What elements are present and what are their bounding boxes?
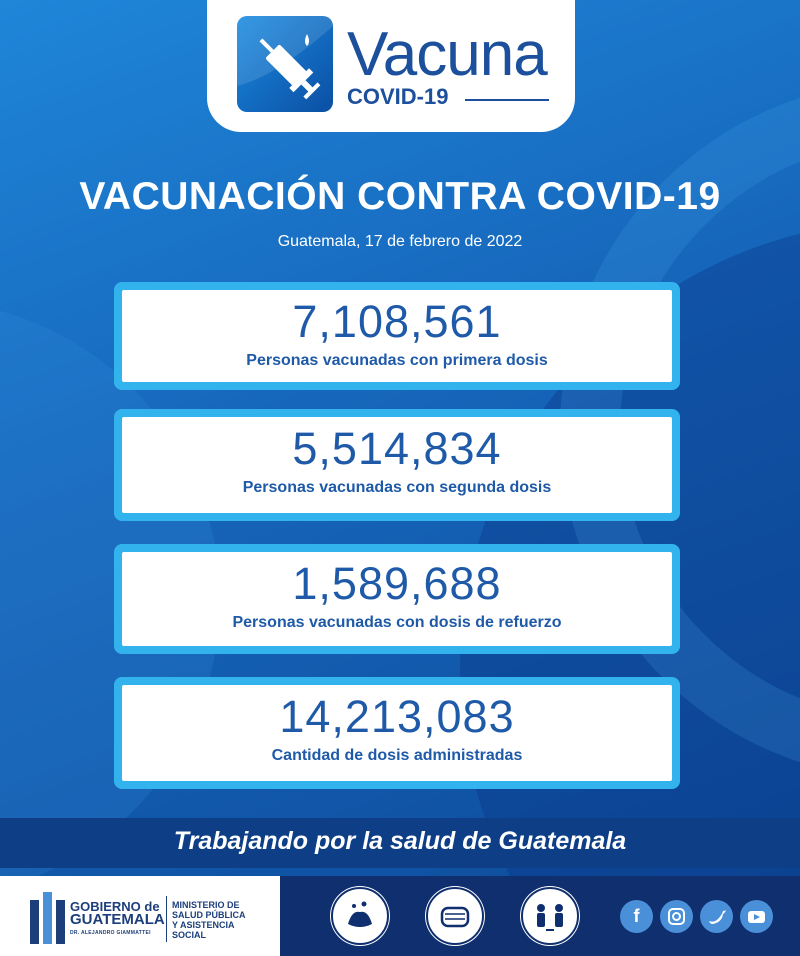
stat-card-total-doses (114, 677, 680, 789)
instagram-icon[interactable] (660, 900, 693, 933)
stat-label: Personas vacunadas con dosis de refuerzo (232, 614, 562, 631)
logo-card (207, 0, 575, 132)
ministry-line: MINISTERIO DE (172, 900, 240, 910)
facebook-icon[interactable]: f (620, 900, 653, 933)
footer-divider (166, 896, 167, 942)
ministry-name (172, 900, 246, 940)
face-mask-badge-icon (425, 886, 485, 946)
ministry-line: SOCIAL (172, 930, 207, 940)
logo-divider (465, 99, 549, 101)
logo-subtitle: COVID-19 (347, 84, 449, 109)
syringe-icon (237, 16, 333, 112)
stat-value: 14,213,083 (279, 691, 515, 742)
stat-card-second-dose (114, 409, 680, 521)
stat-label: Personas vacunadas con segunda dosis (242, 479, 552, 496)
stat-value: 1,589,688 (292, 558, 502, 609)
stat-label: Cantidad de dosis administradas (271, 747, 523, 764)
stat-card-booster (114, 544, 680, 654)
government-line-1: GOBIERNO de (70, 899, 160, 914)
logo-wordmark: Vacuna (347, 20, 547, 89)
twitter-icon[interactable] (700, 900, 733, 933)
tagline: Trabajando por la salud de Guatemala (173, 827, 627, 855)
government-line-2: GUATEMALA (70, 911, 165, 928)
stat-value: 7,108,561 (292, 296, 502, 347)
ministry-line: SALUD PÚBLICA (172, 910, 246, 920)
youtube-icon[interactable] (740, 900, 773, 933)
page-title: VACUNACIÓN CONTRA COVID-19 (79, 175, 721, 218)
stat-label: Personas vacunadas con primera dosis (246, 352, 548, 369)
wash-hands-badge-icon (330, 886, 390, 946)
government-line-3: DR. ALEJANDRO GIAMMATTEI (70, 930, 151, 936)
government-name (70, 900, 165, 940)
government-emblem-icon (30, 892, 66, 944)
footer-prevention (280, 876, 800, 956)
ministry-line: Y ASISTENCIA (172, 920, 235, 930)
stat-value: 5,514,834 (292, 423, 502, 474)
stat-card-first-dose (114, 282, 680, 390)
footer-government (0, 876, 280, 956)
distancing-badge-icon (520, 886, 580, 946)
report-date: Guatemala, 17 de febrero de 2022 (277, 233, 523, 250)
